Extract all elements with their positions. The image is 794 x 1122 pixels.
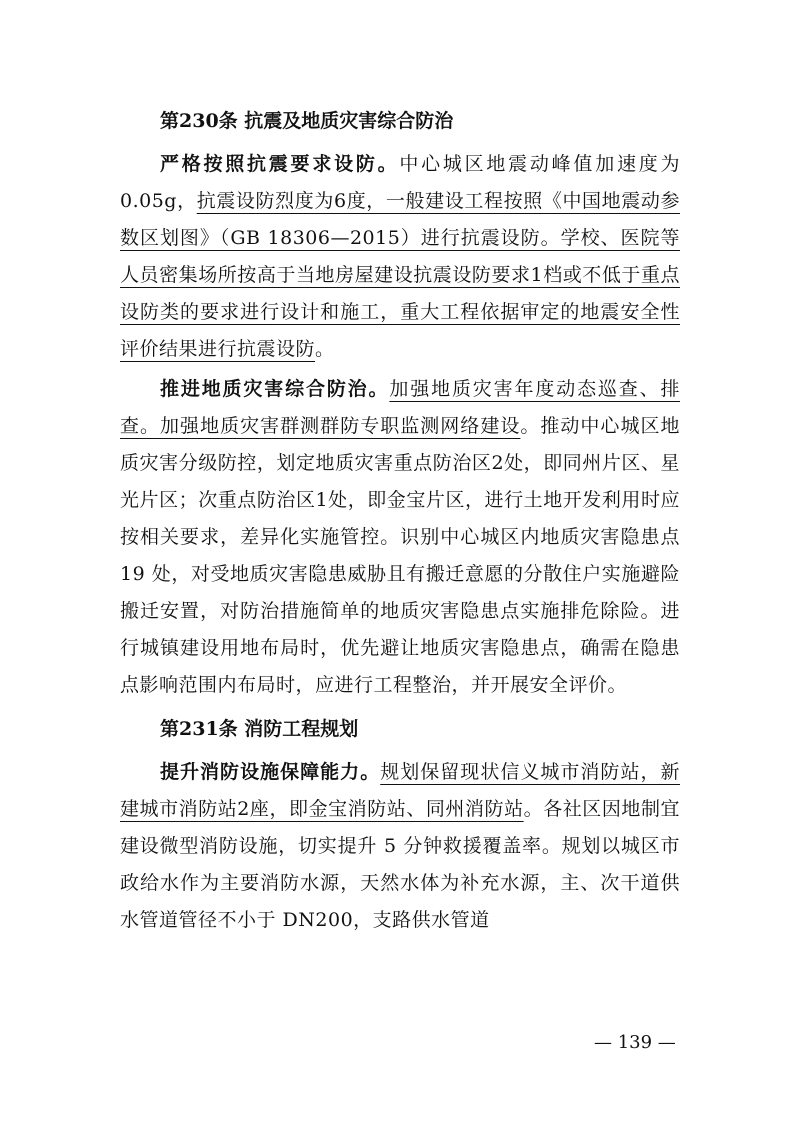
page-number: — 139 —	[594, 1032, 676, 1053]
text-segment: 。各社区因地制宜建设微型消防设施，切实提升 5 分钟救援覆盖率。规划以城区市政给水作为主要消防水源，天然水体为补充水源，主、次干道供水管道管径不小于 DN200，支路供水管道	[120, 798, 680, 931]
article-230-title: 第230条 抗震及地质灾害综合防治	[160, 110, 454, 132]
paragraph-seismic-fortification	[120, 146, 680, 368]
document-body	[120, 96, 680, 939]
text-segment: 。推动中心城区地质灾害分级防控，划定地质灾害重点防治区2处，即同州片区、星光片区；次重点防治区1处，即金宝片区，进行土地开发利用时应按相关要求，差异化实施管控。识别中心城区内地质灾害隐患点 19 处，对受地质灾害隐患威胁且有搬迁意愿的分散住户实施避险搬迁安置，对防治措施简单的地质灾害隐患点实施排危除险。进行城镇建设用地布局时，优先避让地质灾害隐患点，确需在隐患点影响范围内布局时，应进行工程整治，并开展安全评价。	[120, 415, 680, 696]
underlined-text-segment: 加强地质灾害年度动态巡查、排查。加强地质灾害群测群防专职监测网络建设	[120, 378, 680, 437]
paragraph-lead: 严格按照抗震要求设防。	[160, 153, 400, 175]
paragraph-geohazard-prevention	[120, 371, 680, 704]
underlined-text-segment: 规划保留现状信义城市消防站，新建城市消防站2座，即金宝消防站、同州消防站	[120, 761, 680, 820]
underlined-text-segment: 抗震设防烈度为6度，一般建设工程按照《中国地震动参数区划图》（GB 18306—2015）进行抗震设防。学校、医院等人员密集场所按高于当地房屋建设抗震设防要求1档或不低于重点设防类的要求进行设计和施工，重大工程依据审定的地震安全性评价结果进行抗震设防	[120, 190, 681, 360]
paragraph-fire-protection	[120, 754, 680, 939]
text-segment: 。	[315, 338, 335, 360]
text-segment: 中心城区地震动峰值加速度为0.05g，	[120, 153, 680, 212]
paragraph-lead: 提升消防设施保障能力。	[160, 761, 381, 783]
paragraph-lead: 推进地质灾害综合防治。	[160, 378, 390, 400]
article-231-title: 第231条 消防工程规划	[160, 718, 359, 740]
